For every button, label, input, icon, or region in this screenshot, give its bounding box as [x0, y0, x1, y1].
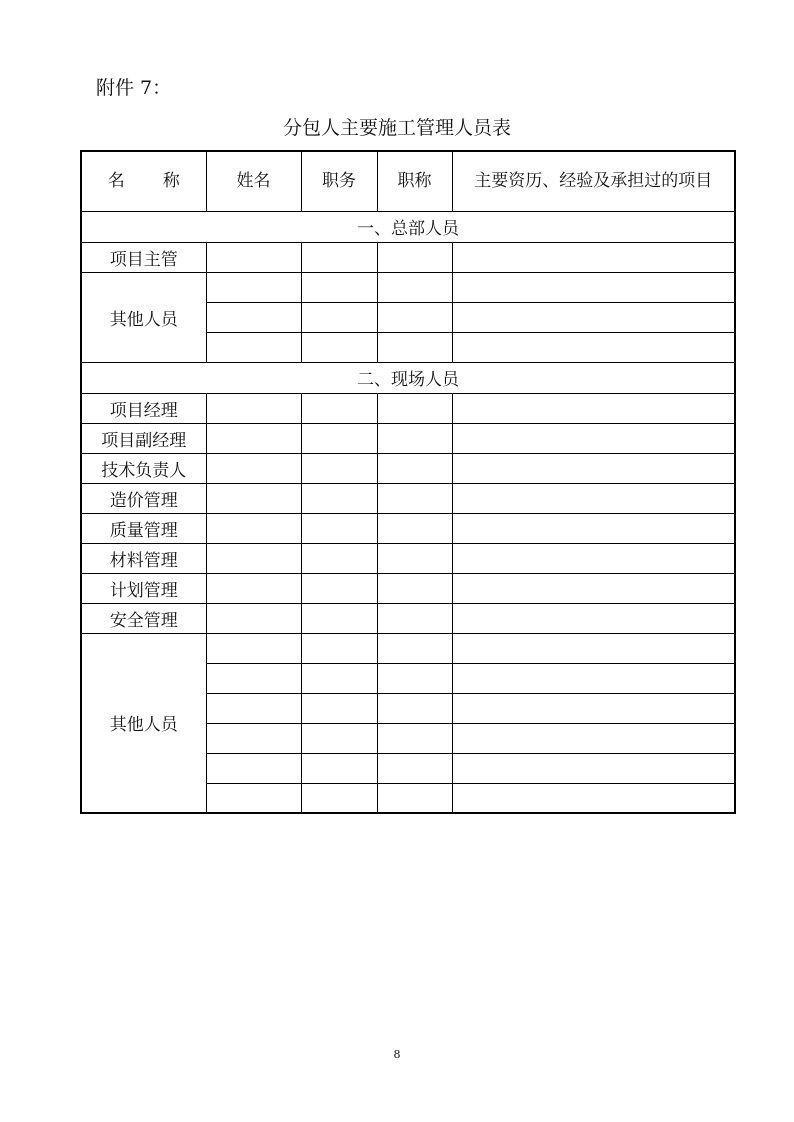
table-body: [81, 211, 735, 813]
table-row: [81, 543, 735, 573]
name-cell[interactable]: [206, 423, 301, 453]
name-cell[interactable]: [206, 453, 301, 483]
experience-cell[interactable]: [452, 573, 735, 603]
section-title: 二、现场人员: [81, 362, 735, 393]
section-title: 一、总部人员: [81, 211, 735, 242]
position-cell[interactable]: [301, 723, 377, 753]
column-header-name-part-2: 称: [162, 170, 180, 191]
job-title-cell[interactable]: [377, 423, 452, 453]
position-cell[interactable]: [301, 513, 377, 543]
name-cell[interactable]: [206, 242, 301, 272]
name-cell[interactable]: [206, 272, 301, 302]
job-title-cell[interactable]: [377, 753, 452, 783]
experience-cell[interactable]: [452, 543, 735, 573]
job-title-cell[interactable]: [377, 783, 452, 813]
table-row: [81, 453, 735, 483]
staff-table: [80, 150, 736, 814]
column-header-name: [81, 151, 206, 211]
table-row: [81, 483, 735, 513]
position-cell[interactable]: [301, 242, 377, 272]
experience-cell[interactable]: [452, 332, 735, 362]
attachment-label: 附件 7：: [96, 77, 172, 99]
job-title-cell[interactable]: [377, 663, 452, 693]
row-label: 技术负责人: [81, 453, 206, 483]
table-row: [81, 633, 735, 663]
name-cell[interactable]: [206, 723, 301, 753]
job-title-cell[interactable]: [377, 272, 452, 302]
experience-cell[interactable]: [452, 302, 735, 332]
row-label: 计划管理: [81, 573, 206, 603]
column-header-person: 姓名: [206, 151, 301, 211]
position-cell[interactable]: [301, 302, 377, 332]
row-label: 质量管理: [81, 513, 206, 543]
job-title-cell[interactable]: [377, 693, 452, 723]
name-cell[interactable]: [206, 663, 301, 693]
job-title-cell[interactable]: [377, 513, 452, 543]
job-title-cell[interactable]: [377, 242, 452, 272]
experience-cell[interactable]: [452, 242, 735, 272]
job-title-cell[interactable]: [377, 302, 452, 332]
column-header-experience: 主要资历、经验及承担过的项目: [452, 151, 735, 211]
experience-cell[interactable]: [452, 783, 735, 813]
position-cell[interactable]: [301, 573, 377, 603]
table-row: [81, 272, 735, 302]
job-title-cell[interactable]: [377, 332, 452, 362]
name-cell[interactable]: [206, 483, 301, 513]
position-cell[interactable]: [301, 423, 377, 453]
name-cell[interactable]: [206, 633, 301, 663]
job-title-cell[interactable]: [377, 723, 452, 753]
experience-cell[interactable]: [452, 663, 735, 693]
column-header-position: 职务: [301, 151, 377, 211]
position-cell[interactable]: [301, 543, 377, 573]
position-cell[interactable]: [301, 483, 377, 513]
row-label: 项目经理: [81, 393, 206, 423]
experience-cell[interactable]: [452, 693, 735, 723]
name-cell[interactable]: [206, 513, 301, 543]
position-cell[interactable]: [301, 693, 377, 723]
experience-cell[interactable]: [452, 272, 735, 302]
name-cell[interactable]: [206, 393, 301, 423]
table-row: [81, 573, 735, 603]
table-row: [81, 242, 735, 272]
name-cell[interactable]: [206, 332, 301, 362]
position-cell[interactable]: [301, 753, 377, 783]
job-title-cell[interactable]: [377, 573, 452, 603]
table-row: [81, 513, 735, 543]
job-title-cell[interactable]: [377, 543, 452, 573]
job-title-cell[interactable]: [377, 483, 452, 513]
name-cell[interactable]: [206, 783, 301, 813]
table-row: [81, 393, 735, 423]
job-title-cell[interactable]: [377, 393, 452, 423]
position-cell[interactable]: [301, 453, 377, 483]
position-cell[interactable]: [301, 783, 377, 813]
row-label: 其他人员: [81, 633, 206, 813]
position-cell[interactable]: [301, 393, 377, 423]
experience-cell[interactable]: [452, 633, 735, 663]
name-cell[interactable]: [206, 753, 301, 783]
experience-cell[interactable]: [452, 753, 735, 783]
column-header-job-title: 职称: [377, 151, 452, 211]
name-cell[interactable]: [206, 603, 301, 633]
row-label: 材料管理: [81, 543, 206, 573]
table-row: [81, 423, 735, 453]
row-label: 其他人员: [81, 272, 206, 362]
experience-cell[interactable]: [452, 423, 735, 453]
position-cell[interactable]: [301, 332, 377, 362]
row-label: 安全管理: [81, 603, 206, 633]
section-row: [81, 211, 735, 242]
position-cell[interactable]: [301, 603, 377, 633]
experience-cell[interactable]: [452, 603, 735, 633]
position-cell[interactable]: [301, 663, 377, 693]
row-label: 项目主管: [81, 242, 206, 272]
experience-cell[interactable]: [452, 723, 735, 753]
name-cell[interactable]: [206, 693, 301, 723]
document-title: 分包人主要施工管理人员表: [282, 117, 511, 139]
section-row: [81, 362, 735, 393]
row-label: 项目副经理: [81, 423, 206, 453]
name-cell[interactable]: [206, 543, 301, 573]
position-cell[interactable]: [301, 272, 377, 302]
experience-cell[interactable]: [452, 483, 735, 513]
row-label: 造价管理: [81, 483, 206, 513]
job-title-cell[interactable]: [377, 453, 452, 483]
name-cell[interactable]: [206, 302, 301, 332]
table-row: [81, 603, 735, 633]
column-header-name-part-1: 名: [107, 170, 125, 191]
job-title-cell[interactable]: [377, 633, 452, 663]
experience-cell[interactable]: [452, 513, 735, 543]
job-title-cell[interactable]: [377, 603, 452, 633]
experience-cell[interactable]: [452, 393, 735, 423]
table-header-row: [81, 151, 735, 211]
position-cell[interactable]: [301, 633, 377, 663]
name-cell[interactable]: [206, 573, 301, 603]
page-number: 8: [393, 1048, 401, 1061]
experience-cell[interactable]: [452, 453, 735, 483]
